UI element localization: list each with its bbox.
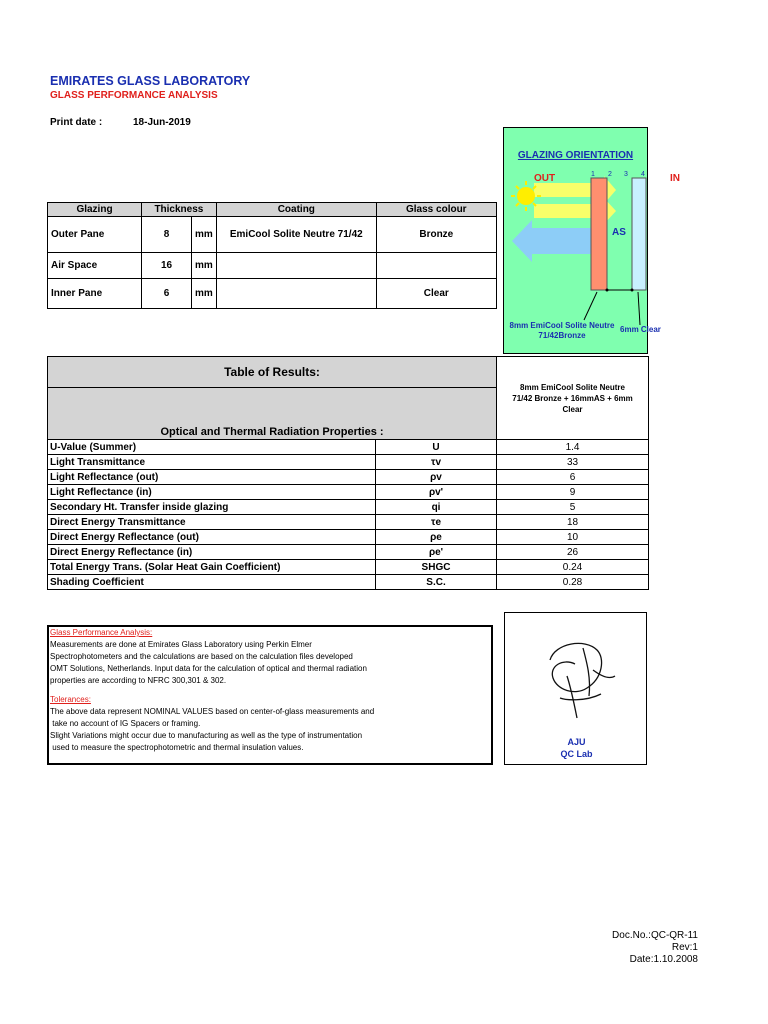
orientation-title: GLAZING ORIENTATION <box>517 150 634 161</box>
colour-cell: Clear <box>376 279 496 309</box>
col-header-glazing: Glazing <box>48 203 142 217</box>
value-cell: 9 <box>497 485 649 500</box>
glazing-spec-table <box>47 202 497 309</box>
property-cell: Direct Energy Reflectance (in) <box>48 545 376 560</box>
table-row <box>48 253 497 279</box>
config-line: 71/42 Bronze + 16mmAS + 6mm <box>512 393 633 403</box>
property-cell: Light Reflectance (in) <box>48 485 376 500</box>
table-row <box>48 530 649 545</box>
outer-caption-line: 71/42Bronze <box>538 331 586 340</box>
out-label: OUT <box>534 173 556 184</box>
table-row <box>48 217 497 253</box>
analysis-heading: Glass Performance Analysis: <box>50 628 153 637</box>
results-subtitle: Optical and Thermal Radiation Properties : <box>48 388 497 440</box>
coating-cell: EmiCool Solite Neutre 71/42 <box>216 217 376 253</box>
col-header-thickness: Thickness <box>142 203 217 217</box>
table-row <box>48 560 649 575</box>
property-cell: Secondary Ht. Transfer inside glazing <box>48 500 376 515</box>
property-cell: Direct Energy Reflectance (out) <box>48 530 376 545</box>
signature-image <box>505 618 648 728</box>
col-header-coating: Coating <box>216 203 376 217</box>
signature-box <box>504 612 647 765</box>
value-cell: 10 <box>497 530 649 545</box>
value-cell: 1.4 <box>497 440 649 455</box>
surface-number: 4 <box>641 171 645 178</box>
doc-date: Date:1.10.2008 <box>629 954 698 965</box>
print-date-value: 18-Jun-2019 <box>133 117 191 128</box>
symbol-cell: ρv <box>376 470 497 485</box>
surface-number: 2 <box>608 171 612 178</box>
table-row <box>48 455 649 470</box>
value-cell: 6 <box>497 470 649 485</box>
glazing-cell: Air Space <box>48 253 142 279</box>
note-line: Measurements are done at Emirates Glass Laboratory using Perkin Elmer <box>50 640 312 649</box>
symbol-cell: S.C. <box>376 575 497 590</box>
notes-box <box>47 625 493 765</box>
colour-cell: Bronze <box>376 217 496 253</box>
thickness-cell: 16 <box>142 253 192 279</box>
value-cell: 0.28 <box>497 575 649 590</box>
thickness-cell: 8 <box>142 217 192 253</box>
outer-caption-leader <box>584 292 597 320</box>
note-line: Slight Variations might occur due to manufacturing as well as the type of instrumentation <box>50 731 363 740</box>
outer-pane-caption <box>508 321 616 341</box>
inner-pane <box>632 178 646 290</box>
property-cell: U-Value (Summer) <box>48 440 376 455</box>
config-line: Clear <box>562 404 583 414</box>
property-cell: Total Energy Trans. (Solar Heat Gain Coefficient) <box>48 560 376 575</box>
note-line: properties are according to NFRC 300,301 & 302. <box>50 676 227 685</box>
table-row <box>48 485 649 500</box>
inner-caption-leader <box>638 292 640 325</box>
note-line: take no account of IG Spacers or framing. <box>50 719 201 728</box>
property-cell: Shading Coefficient <box>48 575 376 590</box>
orientation-diagram <box>504 128 647 353</box>
coating-cell <box>216 279 376 309</box>
air-space-label: AS <box>612 227 626 238</box>
symbol-cell: ρe <box>376 530 497 545</box>
unit-cell: mm <box>192 253 217 279</box>
note-line: OMT Solutions, Netherlands. Input data for the calculation of optical and thermal radiation <box>50 664 367 673</box>
property-cell: Direct Energy Transmittance <box>48 515 376 530</box>
config-line: 8mm EmiCool Solite Neutre <box>520 382 625 392</box>
configuration-header <box>497 357 649 440</box>
outer-pane <box>591 178 607 290</box>
col-header-colour: Glass colour <box>376 203 496 217</box>
symbol-cell: SHGC <box>376 560 497 575</box>
colour-cell <box>376 253 496 279</box>
symbol-cell: U <box>376 440 497 455</box>
symbol-cell: τv <box>376 455 497 470</box>
outer-caption-line: 8mm EmiCool Solite Neutre <box>509 321 615 330</box>
property-cell: Light Reflectance (out) <box>48 470 376 485</box>
symbol-cell: ρv' <box>376 485 497 500</box>
thickness-cell: 6 <box>142 279 192 309</box>
report-subtitle: GLASS PERFORMANCE ANALYSIS <box>50 90 218 101</box>
note-line: used to measure the spectrophotometric and thermal insulation values. <box>50 743 304 752</box>
signatory-name: AJU <box>567 737 586 747</box>
inner-pane-caption: 6mm Clear <box>620 325 661 334</box>
property-cell: Light Transmittance <box>48 455 376 470</box>
table-row <box>48 440 649 455</box>
unit-cell: mm <box>192 279 217 309</box>
results-title: Table of Results: <box>48 357 497 388</box>
symbol-cell: τe <box>376 515 497 530</box>
print-date-label: Print date : <box>50 117 103 128</box>
value-cell: 18 <box>497 515 649 530</box>
results-table <box>47 356 649 590</box>
table-row <box>48 470 649 485</box>
reflection-arrow-icon <box>512 220 596 262</box>
surface-number: 1 <box>591 171 595 178</box>
table-row <box>48 575 649 590</box>
doc-number: Doc.No.:QC-QR-11 <box>612 930 698 941</box>
glazing-cell: Outer Pane <box>48 217 142 253</box>
unit-cell: mm <box>192 217 217 253</box>
value-cell: 5 <box>497 500 649 515</box>
table-row <box>48 279 497 309</box>
in-label: IN <box>670 173 680 184</box>
table-row <box>48 500 649 515</box>
signatory-dept: QC Lab <box>560 749 593 759</box>
table-row <box>48 545 649 560</box>
value-cell: 26 <box>497 545 649 560</box>
table-row <box>48 515 649 530</box>
value-cell: 0.24 <box>497 560 649 575</box>
note-line: Spectrophotometers and the calculations are based on the calculation files developed <box>50 652 353 661</box>
glazing-cell: Inner Pane <box>48 279 142 309</box>
symbol-cell: ρe' <box>376 545 497 560</box>
doc-revision: Rev:1 <box>671 942 698 953</box>
value-cell: 33 <box>497 455 649 470</box>
note-line: The above data represent NOMINAL VALUES based on center-of-glass measurements and <box>50 707 375 716</box>
lab-title: EMIRATES GLASS LABORATORY <box>50 74 251 88</box>
coating-cell <box>216 253 376 279</box>
symbol-cell: qi <box>376 500 497 515</box>
tolerances-heading: Tolerances: <box>50 695 91 704</box>
surface-number: 3 <box>624 171 628 178</box>
glazing-orientation-panel <box>503 127 680 354</box>
